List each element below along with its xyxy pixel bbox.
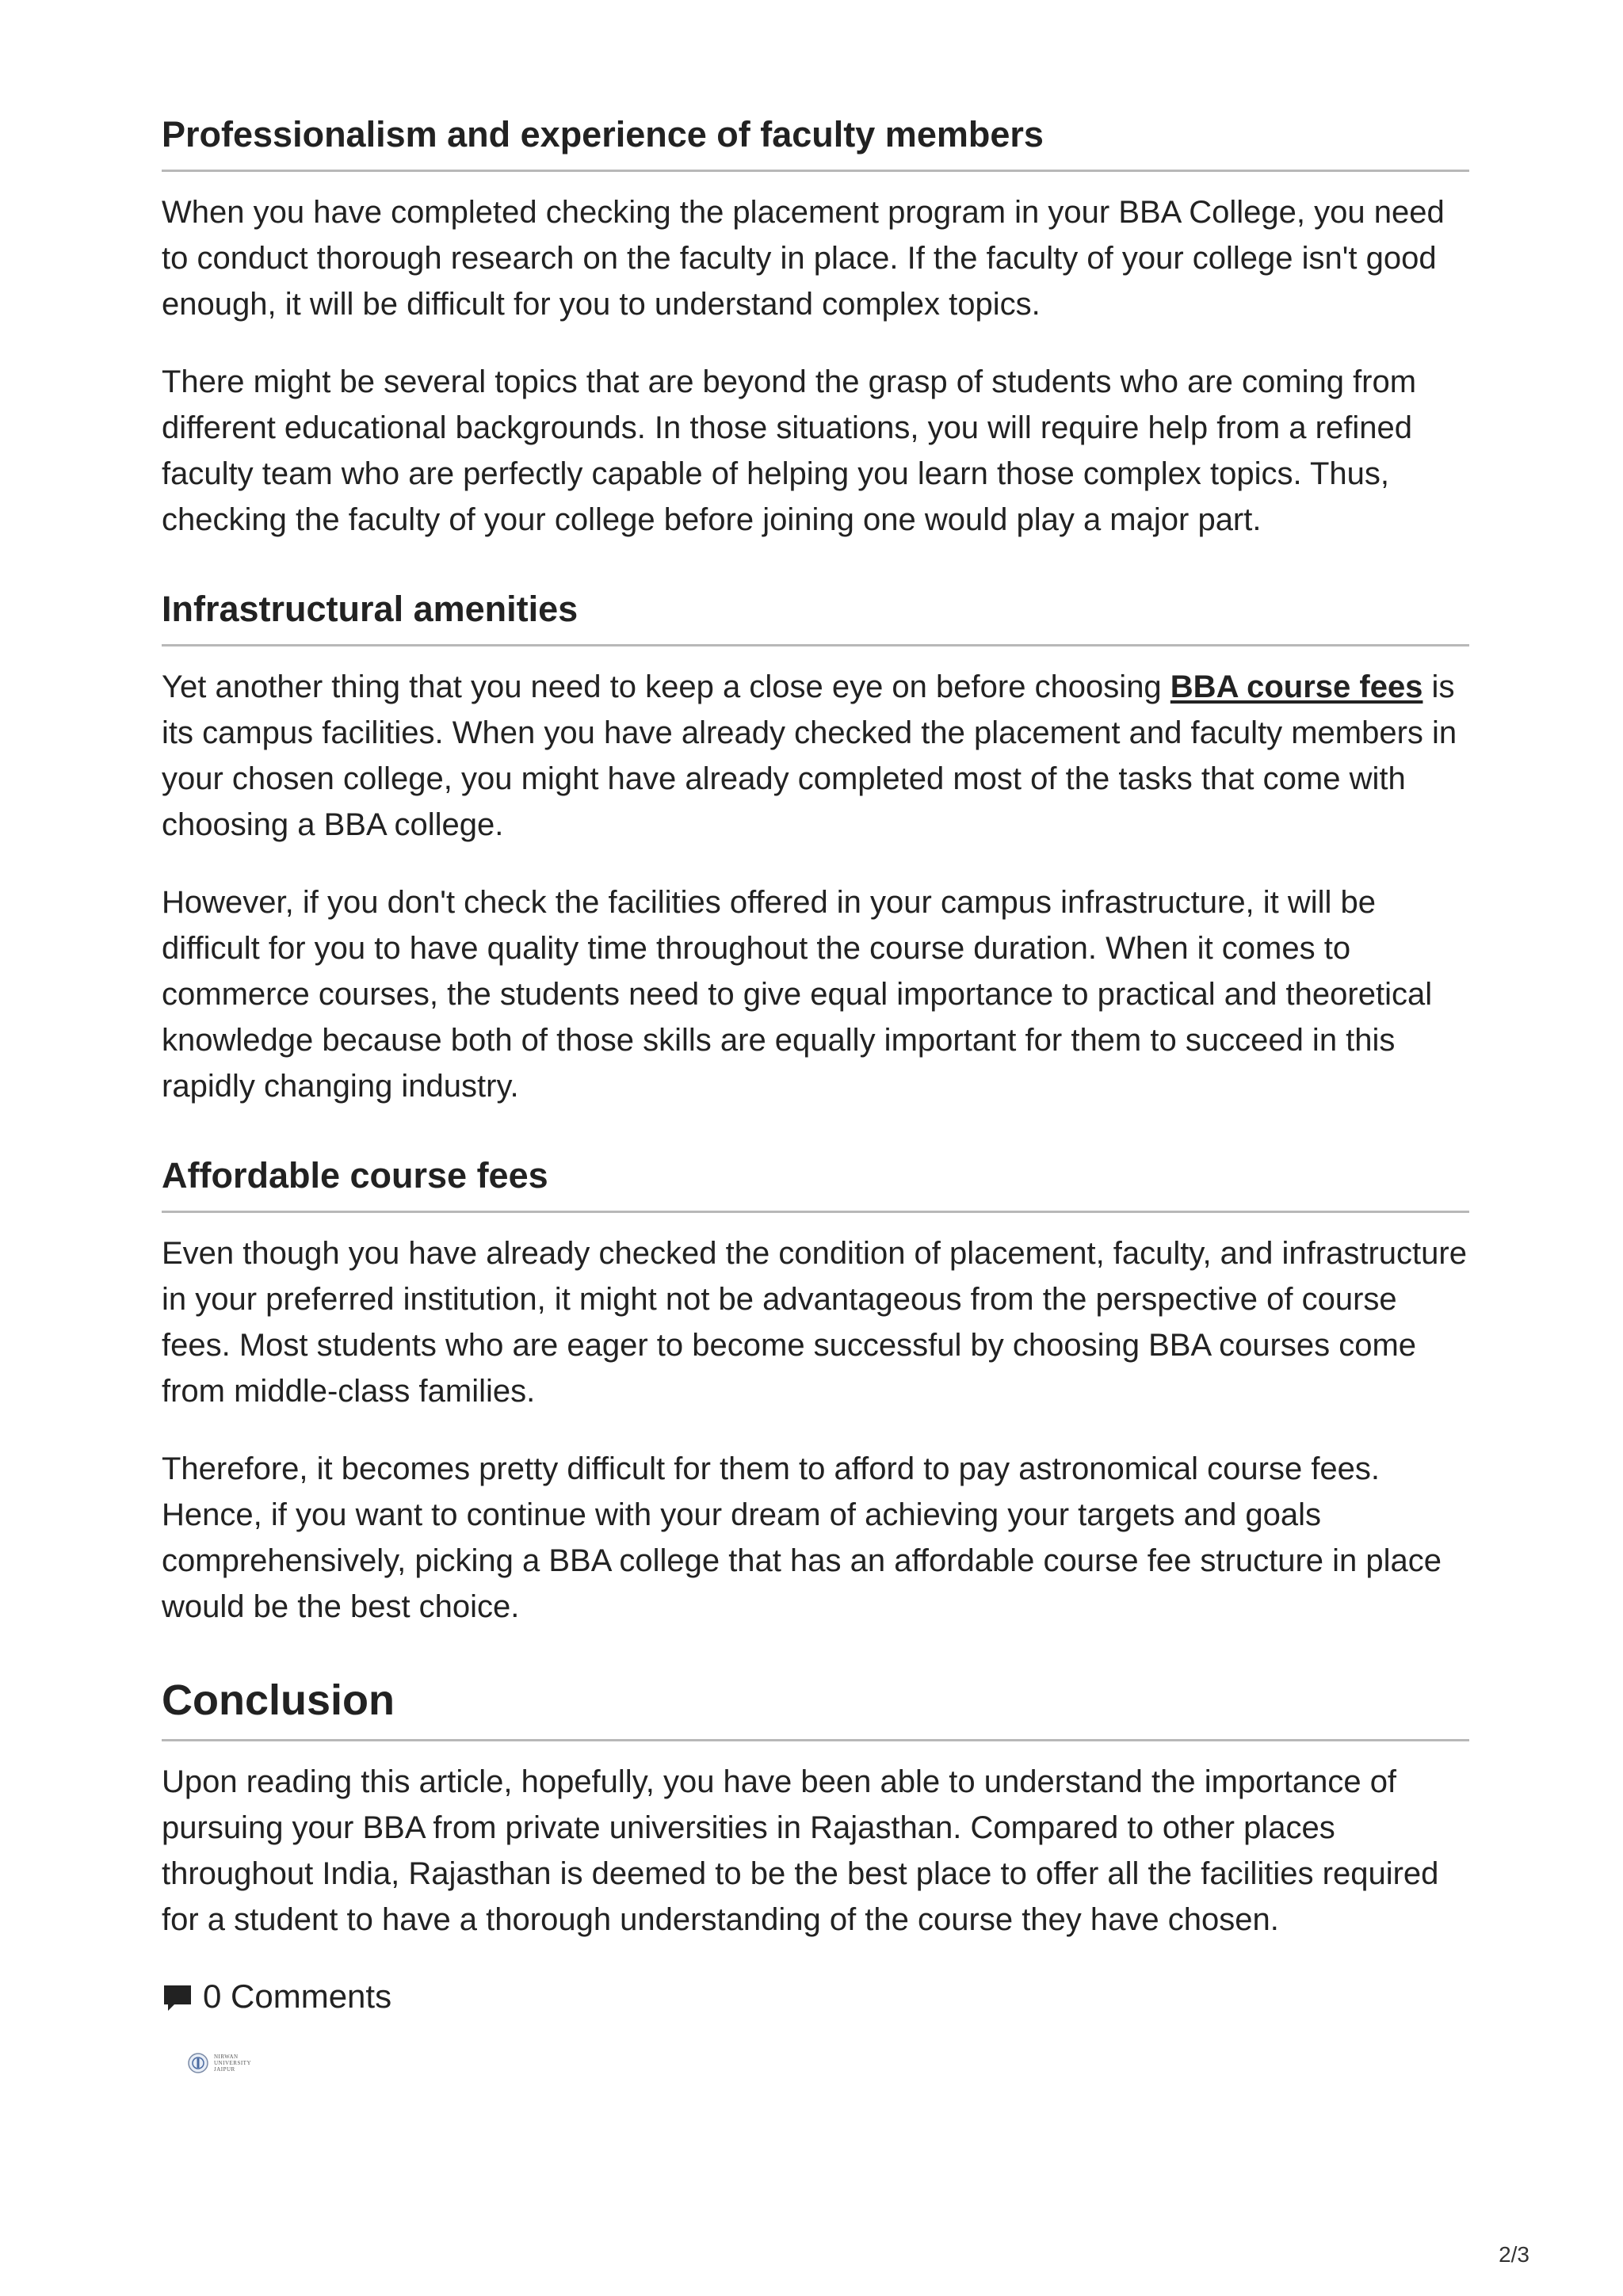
- section-infrastructure: [162, 585, 1469, 1109]
- section-heading: Professionalism and experience of faculty members: [162, 111, 1469, 172]
- paragraph: However, if you don't check the facilities offered in your campus infrastructure, it will be difficult for you to have quality time throughout the course duration. When it comes to commerce courses, the students need to give equal importance to practical and theoretical knowledge because both of those skills are equally important for them to succeed in this rapidly changing industry.: [162, 885, 1433, 1104]
- university-logo: [187, 2049, 263, 2077]
- logo-line: JAIPUR: [214, 2066, 235, 2073]
- paragraph: Upon reading this article, hopefully, you have been able to understand the importance of pursuing your BBA from private universities in Rajasthan. Compared to other places throughout India, Rajasthan is deemed to be the best place to offer all the facilities required for a student to have a thorough understanding of the course they have chosen.: [162, 1764, 1439, 1937]
- bba-course-fees-link[interactable]: BBA course fees: [1170, 669, 1423, 704]
- section-conclusion: [162, 1672, 1469, 1943]
- page-number: 2/3: [1499, 2242, 1529, 2267]
- section-heading: Conclusion: [162, 1672, 1469, 1741]
- section-faculty: [162, 111, 1469, 543]
- comments-count: 0 Comments: [203, 1978, 392, 2015]
- paragraph: Even though you have already checked the condition of placement, faculty, and infrastructure in your preferred institution, it might not be advantageous from the perspective of course fees. Most students who are eager to become successful by choosing BBA courses come from middle-class families.: [162, 1236, 1467, 1409]
- section-heading: Affordable course fees: [162, 1152, 1469, 1213]
- article-body: [162, 111, 1469, 2019]
- paragraph: There might be several topics that are beyond the grasp of students who are coming from different educational backgrounds. In those situations, you will require help from a refined faculty team who are perfectly capable of helping you learn those complex topics. Thus, checking the faculty of your college before joining one would play a major part.: [162, 364, 1417, 537]
- logo-line: UNIVERSITY: [214, 2060, 251, 2066]
- paragraph-text: Yet another thing that you need to keep a close eye on before choosing: [162, 669, 1170, 704]
- logo-emblem-icon: [187, 2052, 209, 2074]
- paragraph: Therefore, it becomes pretty difficult for them to afford to pay astronomical course fees. Hence, if you want to continue with your dream of achieving your targets and goals comprehensively, picking a BBA college that has an affordable course fee structure in place would be the best choice.: [162, 1451, 1442, 1624]
- paragraph-text: is its campus facilities. When you have already checked the placement and faculty members in your chosen college, you might have already completed most of the tasks that come with choosing a BBA college.: [162, 669, 1457, 842]
- paragraph: When you have completed checking the placement program in your BBA College, you need to conduct thorough research on the faculty in place. If the faculty of your college isn't good enough, it will be difficult for you to understand complex topics.: [162, 195, 1445, 322]
- logo-line: NIRWAN: [214, 2054, 239, 2060]
- comments-link[interactable]: [162, 1974, 1469, 2019]
- section-affordable-fees: [162, 1152, 1469, 1630]
- section-heading: Infrastructural amenities: [162, 585, 1469, 646]
- comment-icon: [162, 1981, 193, 2012]
- paragraph: [162, 664, 1469, 848]
